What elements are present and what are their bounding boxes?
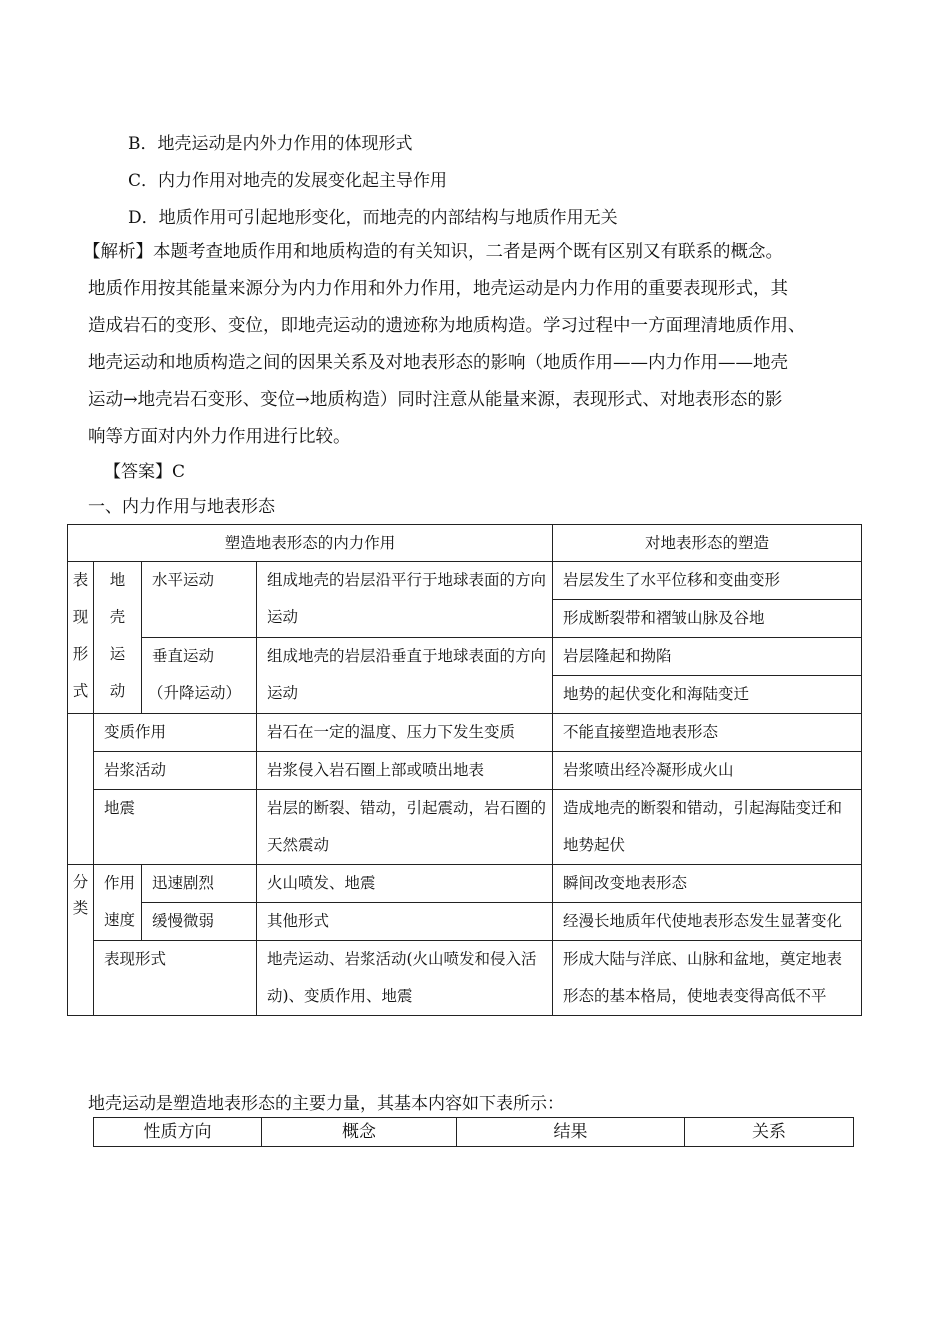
cell-magma-effect: 岩浆喷出经冷凝形成火山	[553, 752, 862, 790]
cell-earthquake-name: 地震	[94, 790, 257, 865]
cell-horizontal-name: 水平运动	[142, 562, 257, 638]
cell-metamorphism-effect: 不能直接塑造地表形态	[553, 714, 862, 752]
analysis-paragraph	[83, 234, 868, 456]
cell-earthquake-effect: 造成地壳的断裂和错动，引起海陆变迁和地势起伏	[553, 790, 862, 865]
analysis-line: 造成岩石的变形、变位，即地壳运动的遗迹称为地质构造。学习过程中一方面理清地质作用、	[88, 316, 806, 336]
cell-horizontal-effect: 岩层发生了水平位移和变曲变形	[553, 562, 862, 600]
cell-forms-desc: 地壳运动、岩浆活动(火山喷发和侵入活动)、变质作用、地震	[257, 941, 553, 1016]
intro-crustal-movement: 地壳运动是塑造地表形态的主要力量，其基本内容如下表所示：	[88, 1094, 564, 1114]
cell-speed-label: 作用 速度	[94, 865, 142, 941]
cell-blank	[68, 714, 94, 752]
analysis-line: 地壳运动和地质构造之间的因果关系及对地表形态的影响（地质作用——内力作用——地壳	[88, 353, 788, 373]
cell-horizontal-desc: 组成地壳的岩层沿平行于地球表面的方向运动	[257, 562, 553, 638]
table2-header: 概念	[262, 1118, 457, 1147]
answer: 【答案】C	[104, 462, 186, 482]
cell-slow-desc: 其他形式	[257, 903, 553, 941]
cell-fast-desc: 火山喷发、地震	[257, 865, 553, 903]
cell-blank	[68, 752, 94, 790]
analysis-line: 响等方面对内外力作用进行比较。	[88, 427, 351, 447]
analysis-line: 【解析】本题考查地质作用和地质构造的有关知识，二者是两个既有区别又有联系的概念。	[83, 242, 783, 262]
cell-fast-effect: 瞬间改变地表形态	[553, 865, 862, 903]
section-title: 一、内力作用与地表形态	[88, 497, 275, 517]
cell-slow-effect: 经漫长地质年代使地表形态发生显著变化	[553, 903, 862, 941]
cell-blank	[68, 790, 94, 865]
cell-horizontal-effect: 形成断裂带和褶皱山脉及谷地	[553, 600, 862, 638]
cell-metamorphism-desc: 岩石在一定的温度、压力下发生变质	[257, 714, 553, 752]
cell-magma-desc: 岩浆侵入岩石圈上部或喷出地表	[257, 752, 553, 790]
cell-diqiao: 地 壳 运 动	[94, 562, 142, 714]
cell-fast-name: 迅速剧烈	[142, 865, 257, 903]
option-b: B．地壳运动是内外力作用的体现形式	[128, 134, 413, 154]
crustal-movement-table	[93, 1117, 854, 1147]
cell-vertical-effect: 地势的起伏变化和海陆变迁	[553, 676, 862, 714]
cell-biaoxian: 表 现 形 式	[68, 562, 94, 714]
cell-vertical-name: 垂直运动 （升降运动）	[142, 638, 257, 714]
analysis-line: 地质作用按其能量来源分为内力作用和外力作用，地壳运动是内力作用的重要表现形式，其	[88, 279, 788, 299]
cell-earthquake-desc: 岩层的断裂、错动，引起震动，岩石圈的天然震动	[257, 790, 553, 865]
table-header-left: 塑造地表形态的内力作用	[68, 525, 553, 562]
cell-vertical-desc: 组成地壳的岩层沿垂直于地球表面的方向运动	[257, 638, 553, 714]
option-d: D．地质作用可引起地形变化，而地壳的内部结构与地质作用无关	[128, 208, 618, 228]
cell-magma-name: 岩浆活动	[94, 752, 257, 790]
table2-header: 关系	[685, 1118, 854, 1147]
cell-fenlei: 分 类	[68, 865, 94, 1016]
cell-slow-name: 缓慢微弱	[142, 903, 257, 941]
option-c: C．内力作用对地壳的发展变化起主导作用	[128, 171, 448, 191]
table2-header: 结果	[457, 1118, 685, 1147]
cell-metamorphism-name: 变质作用	[94, 714, 257, 752]
cell-forms-name: 表现形式	[94, 941, 257, 1016]
cell-forms-effect: 形成大陆与洋底、山脉和盆地，奠定地表形态的基本格局，使地表变得高低不平	[553, 941, 862, 1016]
cell-vertical-effect: 岩层隆起和拗陷	[553, 638, 862, 676]
table-header-right: 对地表形态的塑造	[553, 525, 862, 562]
analysis-line: 运动→地壳岩石变形、变位→地质构造）同时注意从能量来源，表现形式、对地表形态的影	[88, 390, 783, 410]
table2-header: 性质方向	[94, 1118, 262, 1147]
internal-forces-table	[67, 524, 862, 1016]
